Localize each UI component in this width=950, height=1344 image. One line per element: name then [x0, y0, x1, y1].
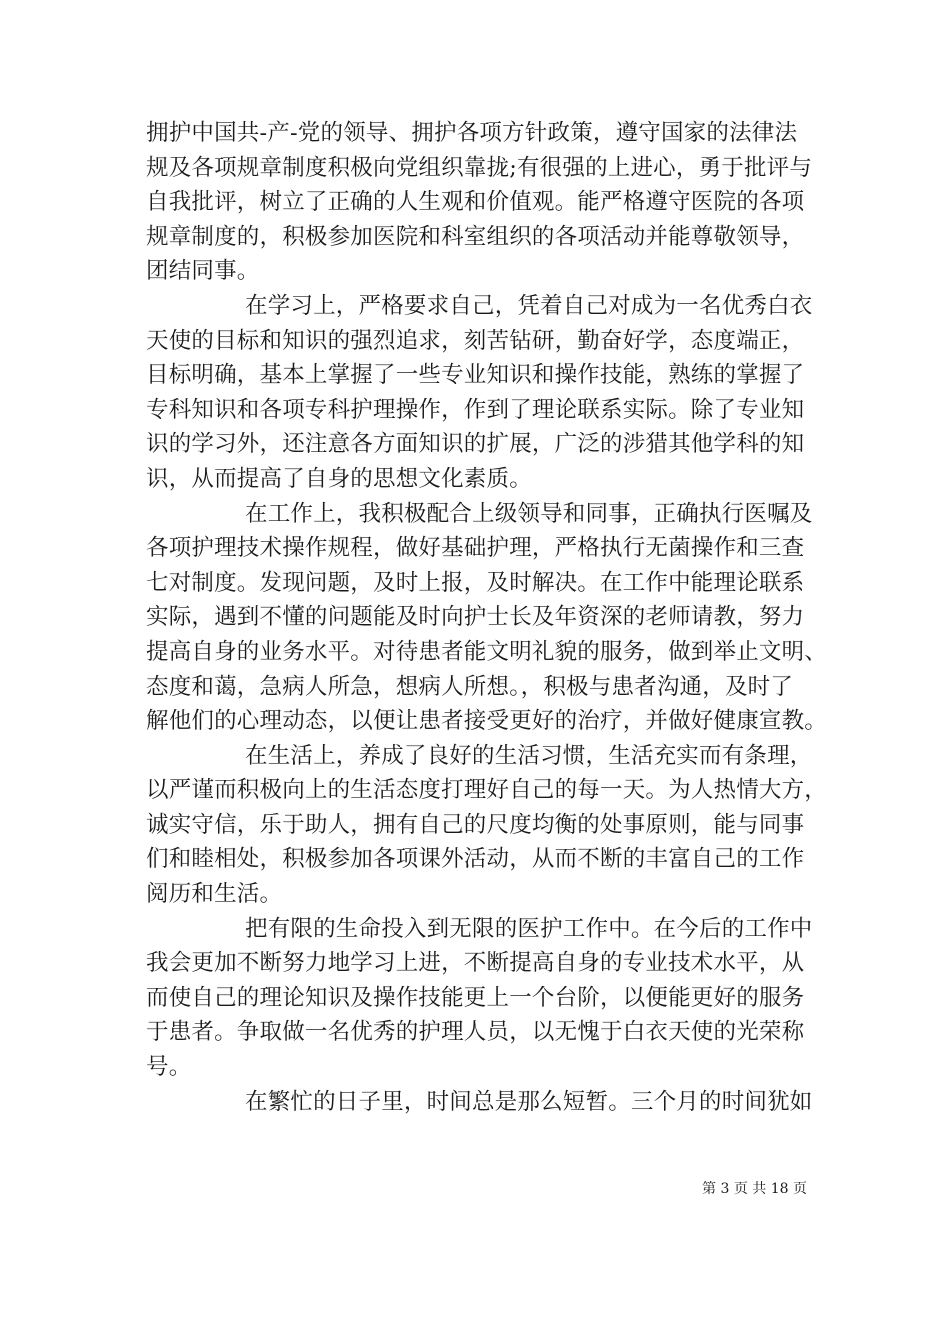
text-line: 号。	[146, 1054, 192, 1081]
text-line: 规章制度的，积极参加医院和科室组织的各项活动并能尊敬领导，	[146, 223, 805, 250]
paragraph	[146, 1085, 822, 1120]
text-line: 解他们的心理动态，以便让患者接受更好的治疗，并做好健康宣教。	[146, 708, 828, 735]
paragraph	[146, 739, 828, 912]
text-line: 在工作上，我积极配合上级领导和同事，正确执行医嘱及	[245, 500, 813, 527]
text-line: 识，从而提高了自身的思想文化素质。	[146, 465, 532, 492]
page-number-footer: 第 3 页 共 18 页	[702, 1181, 807, 1197]
text-line: 把有限的生命投入到无限的医护工作中。在今后的工作中	[245, 915, 813, 942]
text-line: 而使自己的理论知识及操作技能更上一个台阶，以便能更好的服务	[146, 984, 805, 1011]
paragraph	[146, 497, 828, 739]
body-text	[146, 116, 828, 1119]
text-line: 识的学习外，还注意各方面知识的扩展，广泛的涉猎其他学科的知	[146, 431, 805, 458]
text-line: 七对制度。发现问题，及时上报，及时解决。在工作中能理论联系	[146, 569, 805, 596]
text-line: 于患者。争取做一名优秀的护理人员，以无愧于白衣天使的光荣称	[146, 1019, 805, 1046]
text-line: 拥护中国共-产-党的领导、拥护各项方针政策，遵守国家的法律法	[146, 120, 798, 146]
text-line: 阅历和生活。	[146, 881, 283, 908]
text-line: 各项护理技术操作规程，做好基础护理，严格执行无菌操作和三查	[146, 535, 805, 562]
text-line: 目标明确，基本上掌握了一些专业知识和操作技能，熟练的掌握了	[146, 362, 805, 389]
text-line: 态度和蔼，急病人所急，想病人所想。，积极与患者沟通，及时了	[146, 673, 794, 700]
paragraph	[146, 912, 822, 1085]
paragraph	[146, 289, 822, 497]
text-line: 们和睦相处，积极参加各项课外活动，从而不断的丰富自己的工作	[146, 846, 805, 873]
text-line: 诚实守信，乐于助人，拥有自己的尺度均衡的处事原则，能与同事	[146, 811, 805, 838]
text-line: 天使的目标和知识的强烈追求，刻苦钻研，勤奋好学，态度端正，	[146, 327, 805, 354]
text-line: 在繁忙的日子里，时间总是那么短暂。三个月的时间犹如	[245, 1088, 813, 1115]
paragraph	[146, 116, 822, 289]
text-line: 实际，遇到不懂的问题能及时向护士长及年资深的老师请教，努力	[146, 604, 805, 631]
text-line: 规及各项规章制度积极向党组织靠拢;有很强的上进心，勇于批评与	[146, 154, 813, 181]
text-line: 我会更加不断努力地学习上进，不断提高自身的专业技术水平，从	[146, 950, 805, 977]
text-line: 以严谨而积极向上的生活态度打理好自己的每一天。为人热情大方，	[146, 777, 828, 804]
text-line: 提高自身的业务水平。对待患者能文明礼貌的服务，做到举止文明、	[146, 638, 828, 665]
text-line: 在生活上，养成了良好的生活习惯，生活充实而有条理，	[245, 742, 813, 769]
text-line: 团结同事。	[146, 258, 260, 285]
text-line: 专科知识和各项专科护理操作，作到了理论联系实际。除了专业知	[146, 396, 805, 423]
text-line: 在学习上，严格要求自己，凭着自己对成为一名优秀白衣	[245, 292, 813, 319]
text-line: 自我批评，树立了正确的人生观和价值观。能严格遵守医院的各项	[146, 189, 805, 216]
